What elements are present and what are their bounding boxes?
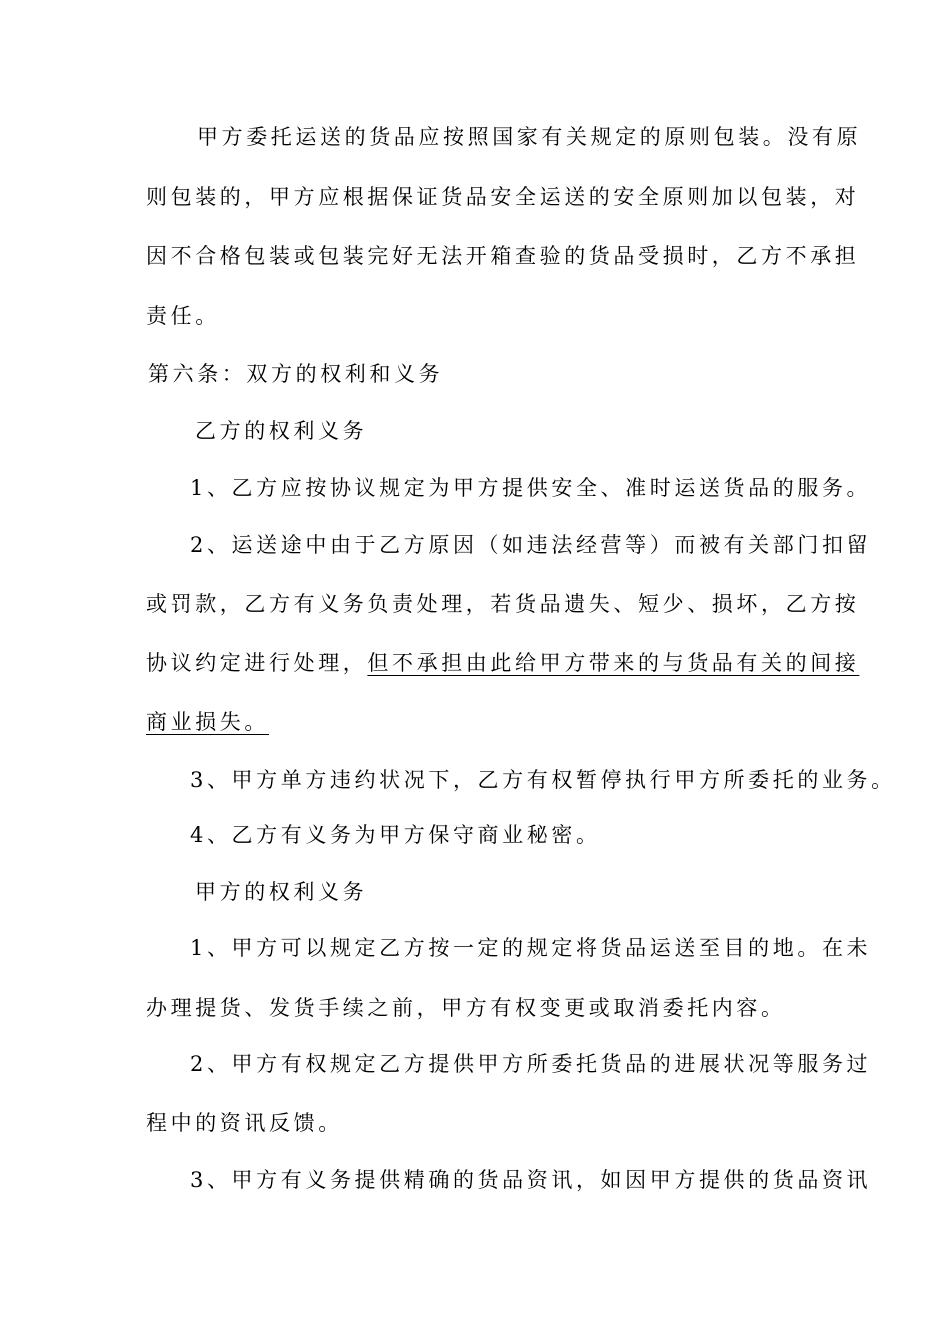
party-b-item2-line4-underlined: 商业损失。: [146, 710, 269, 734]
party-a-item1-line2: 办理提货、发货手续之前，甲方有权变更或取消委托内容。: [146, 996, 786, 1020]
party-b-item2-line1: 2、运送途中由于乙方原因（如违法经营等）而被有关部门扣留: [190, 533, 872, 557]
party-b-item2-line3-plain: 协议约定进行处理，: [146, 651, 368, 675]
party-a-item2-line1: 2、甲方有权规定乙方提供甲方所委托货品的进展状况等服务过: [190, 1052, 872, 1076]
party-b-item2-line3-underlined: 但不承担由此给甲方带来的与货品有关的间接: [367, 651, 860, 675]
party-b-item2-line3: [146, 649, 859, 677]
party-b-item2-line4: [146, 708, 269, 736]
party-a-heading: 甲方的权利义务: [195, 880, 368, 904]
party-b-item2-line2: 或罚款，乙方有义务负责处理，若货品遗失、短少、损坏，乙方按: [146, 592, 860, 616]
para1-line2: 则包装的，甲方应根据保证货品安全运送的安全原则加以包装，对: [146, 185, 860, 209]
article6-heading: 第六条：双方的权利和义务: [148, 362, 444, 386]
para1-line4: 责任。: [146, 304, 220, 328]
para1-line1: 甲方委托运送的货品应按照国家有关规定的原则包装。没有原: [197, 125, 862, 149]
party-b-item3: 3、甲方单方违约状况下，乙方有权暂停执行甲方所委托的业务。: [190, 768, 896, 792]
party-a-item1-line1: 1、甲方可以规定乙方按一定的规定将货品运送至目的地。在未: [190, 936, 872, 960]
party-b-heading: 乙方的权利义务: [195, 419, 368, 443]
party-b-item4: 4、乙方有义务为甲方保守商业秘密。: [190, 823, 601, 847]
para1-line3: 因不合格包装或包装完好无法开箱查验的货品受损时，乙方不承担: [146, 244, 860, 268]
party-a-item2-line2: 程中的资讯反馈。: [146, 1111, 343, 1135]
party-a-item3-line1: 3、甲方有义务提供精确的货品资讯，如因甲方提供的货品资讯: [190, 1168, 872, 1192]
party-b-item1: 1、乙方应按协议规定为甲方提供安全、准时运送货品的服务。: [190, 476, 872, 500]
